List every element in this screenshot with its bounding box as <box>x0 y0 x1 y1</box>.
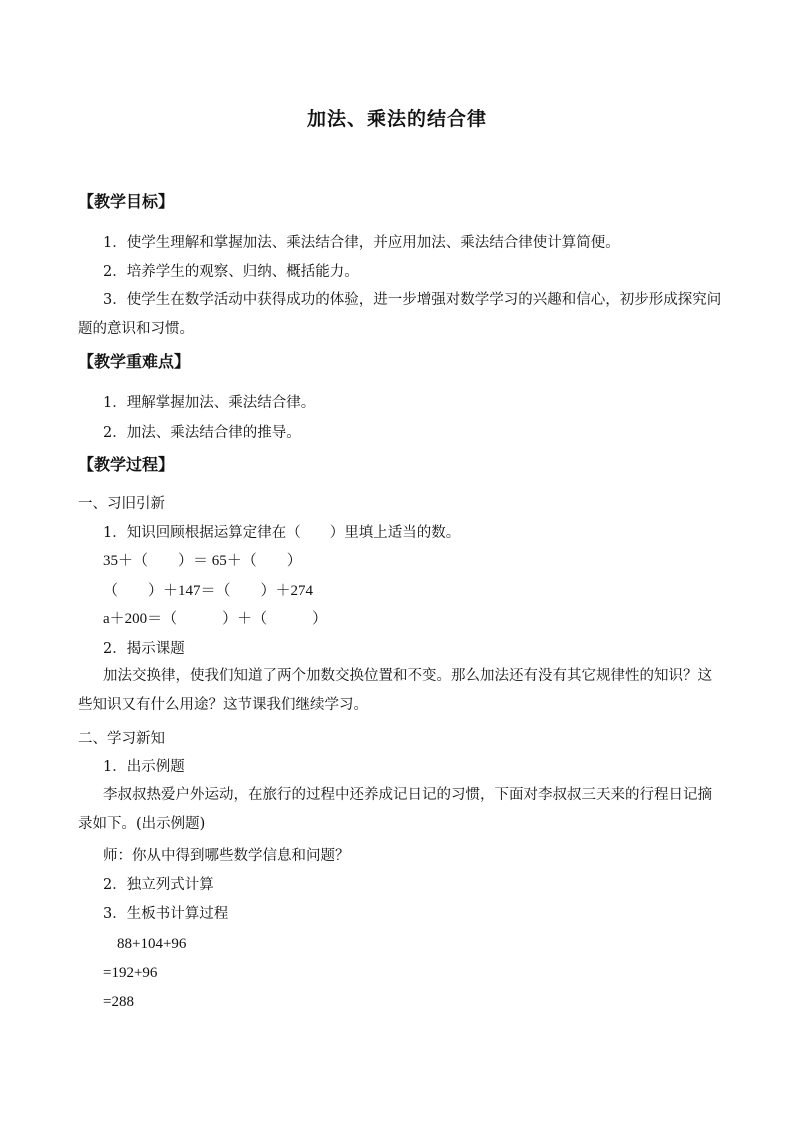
calc-line-2: =192+96 <box>103 965 158 981</box>
calc-line-3: =288 <box>103 994 134 1010</box>
keypoint-item-1: 1．理解掌握加法、乘法结合律。 <box>103 395 316 411</box>
example-step: 1．出示例题 <box>103 759 185 775</box>
part1-title: 一、习旧引新 <box>78 496 165 512</box>
intro-paragraph: 加法交换律，使我们知道了两个加数交换位置和不变。那么加法还有没有其它规律性的知识？这些知识又有什么用途？这节课我们继续学习。 <box>78 668 712 713</box>
equation-1: 35＋（ ）＝ 65＋（ ） <box>103 553 302 569</box>
keypoint-item-2: 2．加法、乘法结合律的推导。 <box>103 425 301 441</box>
independent-calc-step: 2．独立列式计算 <box>103 877 214 893</box>
document-title: 加法、乘法的结合律 <box>306 108 487 130</box>
example-paragraph: 李叔叔热爱户外运动，在旅行的过程中还养成记日记的习惯，下面对李叔叔三天来的行程日记摘录如下。(出示例题) <box>78 787 712 832</box>
objective-item-3: 3．使学生在数学活动中获得成功的体验，进一步增强对数学学习的兴趣和信心，初步形成探究问题的意识和习惯。 <box>78 292 722 337</box>
board-calc-step: 3．生板书计算过程 <box>103 906 229 922</box>
reveal-topic: 2．揭示课题 <box>103 641 185 657</box>
objectives-heading: 【教学目标】 <box>78 192 175 211</box>
equation-3: a＋200＝（ ）＋（ ） <box>103 611 328 627</box>
keypoints-heading: 【教学重难点】 <box>78 352 191 371</box>
teacher-question: 师：你从中得到哪些数学信息和问题？ <box>103 848 350 864</box>
calc-line-1: 88+104+96 <box>117 936 187 952</box>
objective-item-1: 1．使学生理解和掌握加法、乘法结合律，并应用加法、乘法结合律使计算简便。 <box>103 235 620 251</box>
equation-2: （ ）＋147＝（ ）＋274 <box>103 583 314 599</box>
process-heading: 【教学过程】 <box>78 455 175 474</box>
objective-item-2: 2．培养学生的观察、归纳、概括能力。 <box>103 264 359 280</box>
part2-title: 二、学习新知 <box>78 731 165 747</box>
review-question: 1．知识回顾根据运算定律在（ ）里填上适当的数。 <box>103 525 461 541</box>
